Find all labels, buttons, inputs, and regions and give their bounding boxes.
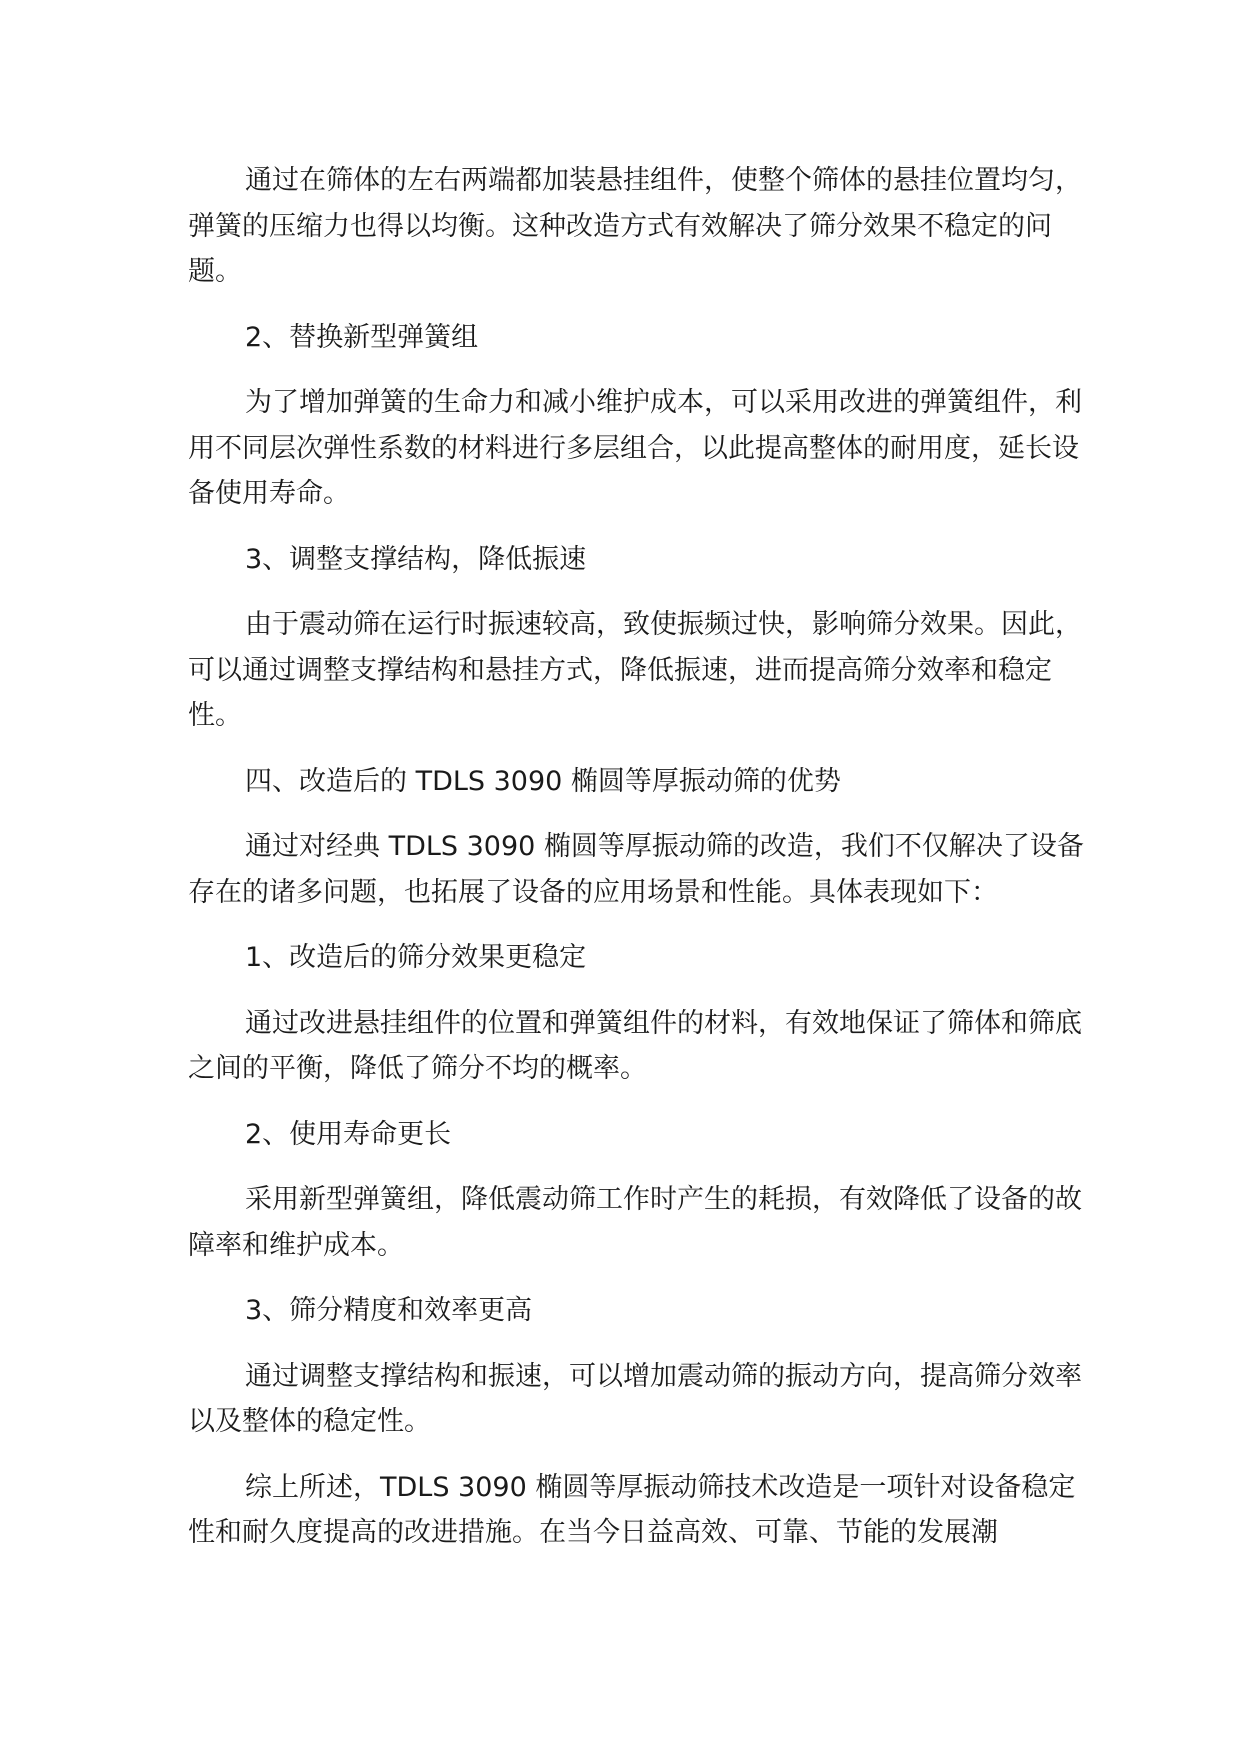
section-heading: 2、使用寿命更长 — [245, 1118, 452, 1150]
section-heading: 1、改造后的筛分效果更稳定 — [245, 942, 587, 973]
paragraph: 通过对经典 TDLS 3090 椭圆等厚振动筛的改造，我们不仅解决了设备存在的诸多问题，也拓展了设备的应用场景和性能。具体表现如下： — [188, 831, 1084, 908]
paragraph: 通过在筛体的左右两端都加装悬挂组件，使整个筛体的悬挂位置均匀，弹簧的压缩力也得以均衡。这种改造方式有效解决了筛分效果不稳定的问题。 — [188, 165, 1082, 287]
document-page — [188, 158, 1088, 1576]
section-heading: 3、筛分精度和效率更高 — [245, 1295, 533, 1326]
paragraph: 综上所述，TDLS 3090 椭圆等厚振动筛技术改造是一项针对设备稳定性和耐久度提高的改进措施。在当今日益高效、可靠、节能的发展潮 — [188, 1471, 1076, 1548]
paragraph: 通过改进悬挂组件的位置和弹簧组件的材料，有效地保证了筛体和筛底之间的平衡，降低了筛分不均的概率。 — [188, 1007, 1082, 1084]
paragraph: 由于震动筛在运行时振速较高，致使振频过快，影响筛分效果。因此，可以通过调整支撑结构和悬挂方式，降低振速，进而提高筛分效率和稳定性。 — [188, 609, 1082, 731]
section-heading: 2、替换新型弹簧组 — [245, 321, 479, 353]
paragraph: 为了增加弹簧的生命力和减小维护成本，可以采用改进的弹簧组件，利用不同层次弹性系数的材料进行多层组合，以此提高整体的耐用度，延长设备使用寿命。 — [188, 387, 1082, 509]
section-heading: 四、改造后的 TDLS 3090 椭圆等厚振动筛的优势 — [245, 765, 841, 797]
paragraph: 通过调整支撑结构和振速，可以增加震动筛的振动方向，提高筛分效率以及整体的稳定性。 — [188, 1360, 1082, 1437]
paragraph: 采用新型弹簧组，降低震动筛工作时产生的耗损，有效降低了设备的故障率和维护成本。 — [188, 1184, 1082, 1261]
section-heading: 3、调整支撑结构，降低振速 — [245, 543, 587, 575]
